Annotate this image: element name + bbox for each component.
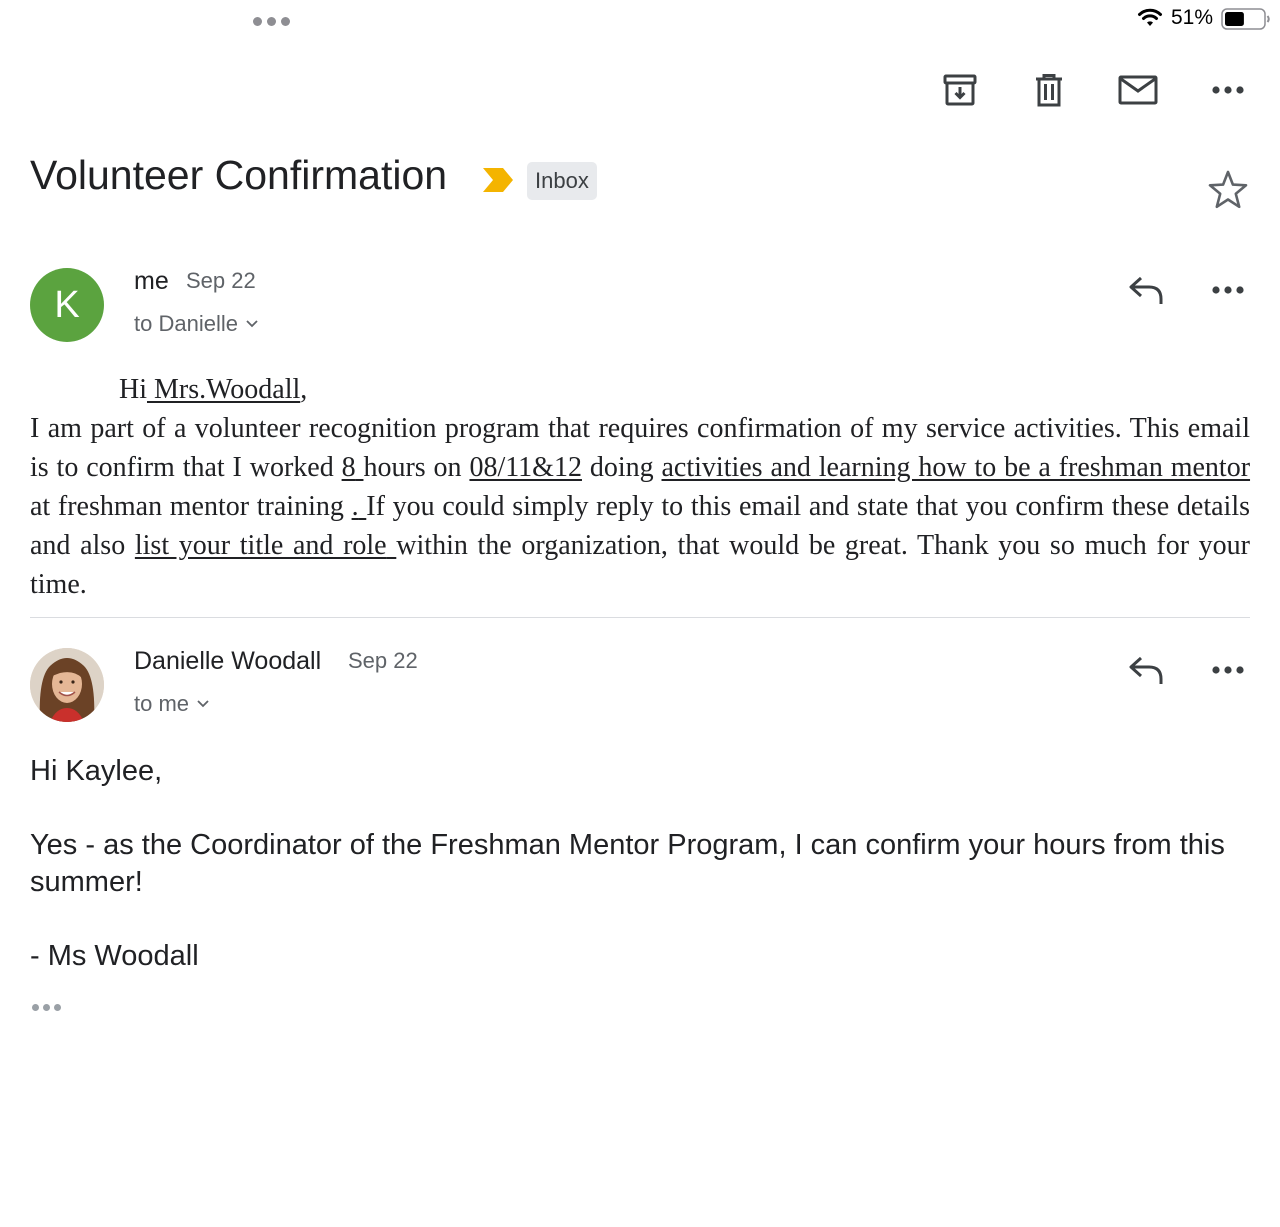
request-value: list your title and role <box>134 530 387 561</box>
reply-icon <box>1127 274 1165 306</box>
more-icon <box>1210 84 1246 96</box>
recipient-label: to me <box>134 691 190 716</box>
sender-name: Danielle Woodall <box>134 647 322 675</box>
star-icon[interactable] <box>1206 168 1250 212</box>
greeting-line: Hi Mrs.Woodall, <box>119 374 308 405</box>
avatar[interactable] <box>30 648 104 722</box>
hours-value: 8 <box>341 452 356 483</box>
wifi-icon <box>1136 8 1164 28</box>
avatar[interactable]: K <box>30 268 104 342</box>
mark-unread-button[interactable] <box>1116 68 1160 112</box>
dates-value: 08/11&12 <box>469 452 582 483</box>
message-body <box>30 753 1250 975</box>
email-toolbar <box>0 68 1280 112</box>
archive-button[interactable] <box>938 68 982 112</box>
message-body: Hi Mrs.Woodall, I am part of a volunteer recognition program that requires confirmation of my service activities. This email is to confirm that I worked 8 hours on 08/11&12 doing activities and learning how to be a freshman mentor at freshman mentor training . If you could simply reply to this email and state that you confirm these details and also list your title and role within the organization, that would be great. Thank you so much for your time. <box>30 370 1250 604</box>
greeting-line: Hi Kaylee, <box>30 755 163 787</box>
chevron-down-icon <box>197 700 209 708</box>
show-trimmed-content-icon[interactable] <box>32 1004 61 1011</box>
more-icon <box>1210 664 1246 676</box>
sender-name: me <box>134 267 169 295</box>
archive-icon <box>942 72 978 108</box>
more-options-button[interactable] <box>1206 68 1250 112</box>
reply-button[interactable] <box>1124 268 1168 312</box>
profile-photo-icon <box>30 648 104 722</box>
delete-icon <box>1031 72 1067 108</box>
message-more-button[interactable] <box>1206 648 1250 692</box>
mark-unread-icon <box>1117 72 1159 108</box>
activity-value: activities and learning how to be a freshman mentor <box>661 452 1251 483</box>
importance-marker-icon[interactable] <box>481 166 515 194</box>
message-more-button[interactable] <box>1206 268 1250 312</box>
period-mark: . <box>351 491 359 522</box>
delete-button[interactable] <box>1027 68 1071 112</box>
reply-icon <box>1127 654 1165 686</box>
email-subject: Volunteer Confirmation <box>30 152 448 198</box>
recipient-details[interactable] <box>134 311 258 337</box>
status-bar <box>0 0 1280 40</box>
multitasking-dots-icon[interactable] <box>253 17 290 26</box>
chevron-down-icon <box>246 320 258 328</box>
message-date: Sep 22 <box>186 268 256 293</box>
more-icon <box>1210 284 1246 296</box>
battery-icon <box>1221 8 1271 30</box>
recipient-details[interactable] <box>134 691 209 717</box>
reply-paragraph: Yes - as the Coordinator of the Freshman Mentor Program, I can confirm your hours from this summer! <box>30 829 1225 898</box>
reply-button[interactable] <box>1124 648 1168 692</box>
battery-percentage: 51% <box>1171 6 1214 29</box>
message-date: Sep 22 <box>348 648 418 673</box>
signature: - Ms Woodall <box>30 940 199 972</box>
recipient-label: to Danielle <box>134 311 238 336</box>
message-divider <box>30 617 1250 618</box>
inbox-label-badge[interactable]: Inbox <box>527 162 597 200</box>
